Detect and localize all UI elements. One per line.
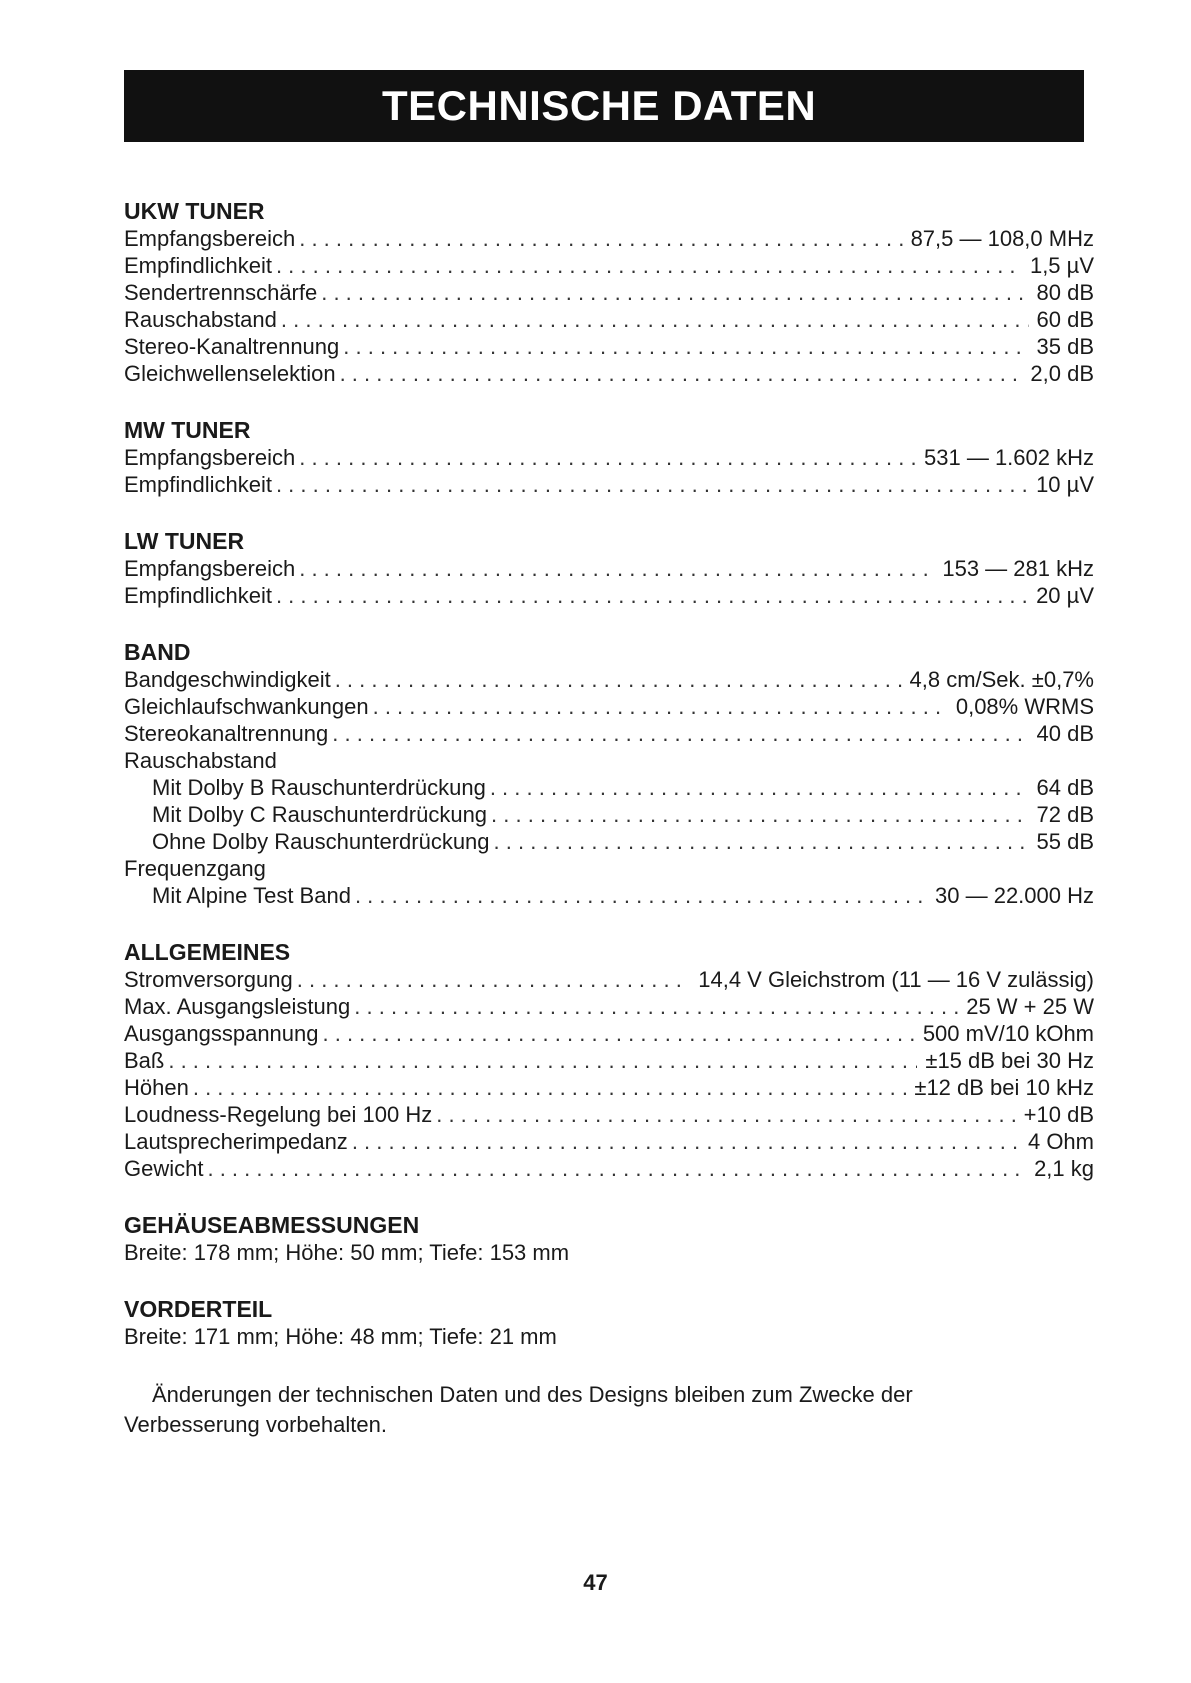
spec-value: 153 — 281 kHz <box>942 556 1094 581</box>
spec-value: ±12 dB bei 10 kHz <box>914 1075 1094 1100</box>
leader-dots <box>207 1155 1026 1182</box>
spec-value: 0,08% WRMS <box>955 694 1094 719</box>
leader-dots <box>354 993 958 1020</box>
section-vorderteil <box>124 1296 1094 1350</box>
spec-value: 72 dB <box>1036 802 1094 827</box>
spec-row <box>124 279 1094 306</box>
section-title: GEHÄUSEABMESSUNGEN <box>124 1212 420 1238</box>
spec-label: Gleichwellenselektion <box>124 361 336 386</box>
spec-label: Stromversorgung <box>124 967 293 992</box>
spec-content <box>124 198 1094 1440</box>
spec-row <box>124 774 1094 801</box>
spec-row <box>124 801 1094 828</box>
leader-dots <box>281 306 1029 333</box>
spec-row <box>124 828 1094 855</box>
leader-dots <box>340 360 1023 387</box>
spec-label: Mit Dolby C Rauschunterdrückung <box>152 802 488 827</box>
spec-row <box>124 333 1094 360</box>
section-band <box>124 639 1094 909</box>
leader-dots <box>373 693 948 720</box>
dimensions-text: Breite: 178 mm; Höhe: 50 mm; Tiefe: 153 mm <box>124 1240 570 1265</box>
spec-value: 1,5 µV <box>1029 253 1094 278</box>
leader-dots <box>193 1074 907 1101</box>
spec-value: 35 dB <box>1036 334 1094 359</box>
spec-row <box>124 252 1094 279</box>
spec-row <box>124 720 1094 747</box>
spec-label: Baß <box>124 1048 165 1073</box>
spec-value: 4 Ohm <box>1027 1129 1094 1154</box>
leader-dots <box>276 252 1022 279</box>
spec-value: 14,4 V Gleichstrom (11 — 16 V zulässig) <box>698 967 1094 992</box>
section-title: LW TUNER <box>124 528 245 554</box>
spec-label: Ohne Dolby Rauschunterdrückung <box>152 829 490 854</box>
spec-label: Empfindlichkeit <box>124 253 272 278</box>
spec-value: 531 — 1.602 kHz <box>924 445 1094 470</box>
spec-row <box>124 555 1094 582</box>
spec-label: Stereo-Kanaltrennung <box>124 334 340 359</box>
spec-label: Rauschabstand <box>124 307 277 332</box>
spec-value: 80 dB <box>1036 280 1094 305</box>
leader-dots <box>335 666 902 693</box>
section-title: VORDERTEIL <box>124 1296 273 1322</box>
spec-row <box>124 1128 1094 1155</box>
spec-label: Empfangsbereich <box>124 445 296 470</box>
leader-dots <box>299 225 902 252</box>
page-number: 47 <box>583 1570 608 1595</box>
leader-dots <box>297 966 690 993</box>
spec-row <box>124 882 1094 909</box>
spec-row <box>124 444 1094 471</box>
spec-row <box>124 1047 1094 1074</box>
section-title: ALLGEMEINES <box>124 939 291 965</box>
leader-dots <box>355 882 927 909</box>
leader-dots <box>168 1047 917 1074</box>
spec-label: Lautsprecherimpedanz <box>124 1129 348 1154</box>
spec-label: Mit Dolby B Rauschunterdrückung <box>152 775 486 800</box>
page-title: TECHNISCHE DATEN <box>382 82 817 129</box>
spec-label: Empfangsbereich <box>124 556 296 581</box>
spec-value: ±15 dB bei 30 Hz <box>925 1048 1094 1073</box>
spec-value: 2,0 dB <box>1030 361 1094 386</box>
section-title: BAND <box>124 639 191 665</box>
spec-row <box>124 993 1094 1020</box>
spec-value: 4,8 cm/Sek. ±0,7% <box>909 667 1094 692</box>
spec-row <box>124 471 1094 498</box>
spec-row <box>124 306 1094 333</box>
spec-value: 30 — 22.000 Hz <box>935 883 1094 908</box>
section-title: MW TUNER <box>124 417 251 443</box>
spec-value: 2,1 kg <box>1034 1156 1094 1181</box>
section-gehaeuseabmessungen <box>124 1212 1094 1266</box>
spec-row <box>124 582 1094 609</box>
spec-value: 500 mV/10 kOhm <box>922 1021 1094 1046</box>
spec-value: 55 dB <box>1036 829 1094 854</box>
leader-dots <box>299 444 916 471</box>
spec-row <box>124 666 1094 693</box>
spec-row <box>124 225 1094 252</box>
leader-dots <box>323 1020 915 1047</box>
leader-dots <box>332 720 1028 747</box>
spec-label: Stereokanaltrennung <box>124 721 329 746</box>
spec-row <box>124 1074 1094 1101</box>
section-lw-tuner <box>124 528 1094 609</box>
spec-label: Loudness-Regelung bei 100 Hz <box>124 1102 433 1127</box>
leader-dots <box>276 471 1028 498</box>
leader-dots <box>276 582 1028 609</box>
leader-dots <box>491 801 1028 828</box>
spec-label: Sendertrennschärfe <box>124 280 318 305</box>
leader-dots <box>494 828 1029 855</box>
subgroup-label: Frequenzgang <box>124 856 266 881</box>
dimensions-text: Breite: 171 mm; Höhe: 48 mm; Tiefe: 21 mm <box>124 1324 557 1349</box>
change-notice <box>124 1380 944 1440</box>
spec-label: Max. Ausgangsleistung <box>124 994 351 1019</box>
spec-value: 64 dB <box>1036 775 1094 800</box>
spec-label: Gewicht <box>124 1156 204 1181</box>
section-title: UKW TUNER <box>124 198 265 224</box>
spec-row <box>124 966 1094 993</box>
spec-row <box>124 360 1094 387</box>
spec-label: Ausgangsspannung <box>124 1021 319 1046</box>
spec-value: 10 µV <box>1036 472 1094 497</box>
spec-label: Bandgeschwindigkeit <box>124 667 331 692</box>
section-allgemeines <box>124 939 1094 1182</box>
section-ukw-tuner <box>124 198 1094 387</box>
leader-dots <box>299 555 934 582</box>
spec-label: Gleichlaufschwankungen <box>124 694 369 719</box>
spec-label: Empfangsbereich <box>124 226 296 251</box>
spec-label: Empfindlichkeit <box>124 472 272 497</box>
spec-value: 87,5 — 108,0 MHz <box>910 226 1094 251</box>
spec-value: 25 W + 25 W <box>966 994 1094 1019</box>
change-notice-text: Änderungen der technischen Daten und des Designs bleiben zum Zwecke der Verbesserung vorbehalten. <box>124 1382 913 1437</box>
leader-dots <box>436 1101 1015 1128</box>
leader-dots <box>352 1128 1020 1155</box>
spec-value: 20 µV <box>1036 583 1094 608</box>
spec-value: 40 dB <box>1036 721 1094 746</box>
spec-value: 60 dB <box>1036 307 1094 332</box>
leader-dots <box>343 333 1028 360</box>
spec-row <box>124 1020 1094 1047</box>
title-banner <box>124 70 1084 142</box>
spec-row <box>124 1101 1094 1128</box>
leader-dots <box>321 279 1028 306</box>
spec-row <box>124 693 1094 720</box>
spec-label: Höhen <box>124 1075 189 1100</box>
spec-row <box>124 1155 1094 1182</box>
subgroup-label: Rauschabstand <box>124 748 277 773</box>
spec-label: Mit Alpine Test Band <box>152 883 351 908</box>
leader-dots <box>490 774 1029 801</box>
section-mw-tuner <box>124 417 1094 498</box>
spec-label: Empfindlichkeit <box>124 583 272 608</box>
spec-value: +10 dB <box>1023 1102 1094 1127</box>
